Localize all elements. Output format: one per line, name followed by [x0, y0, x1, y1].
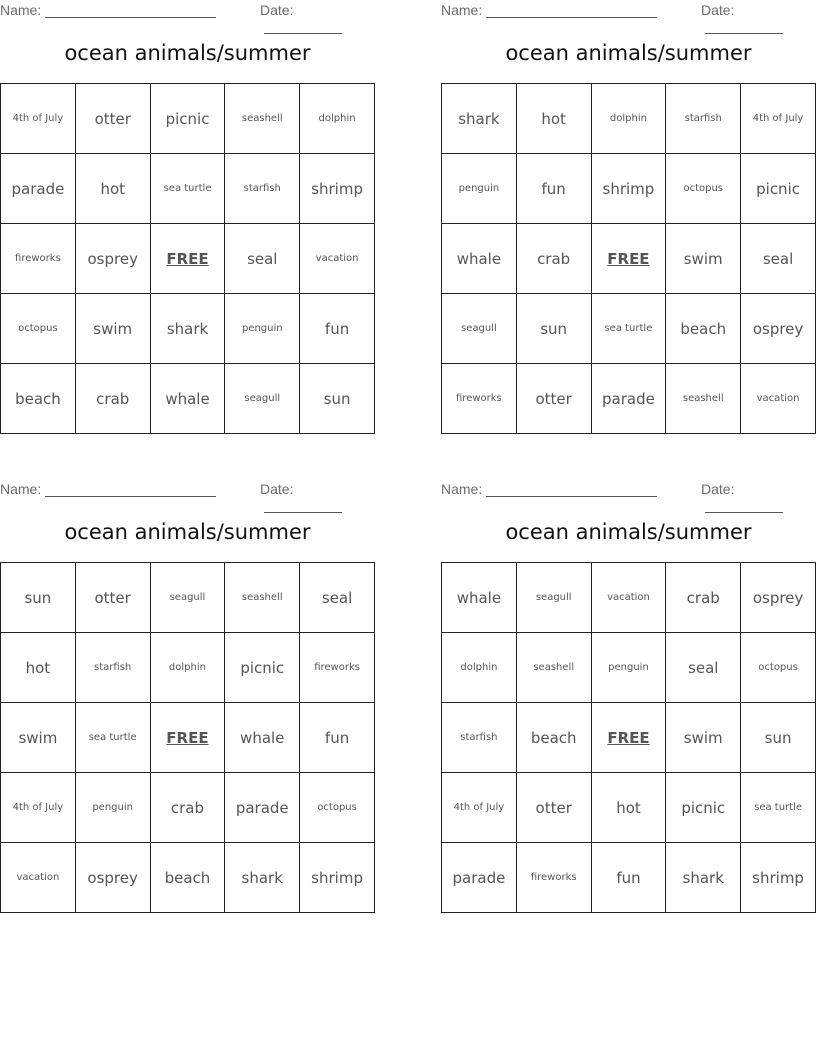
bingo-cell[interactable]: seashell: [516, 633, 591, 703]
bingo-cell[interactable]: vacation: [741, 364, 816, 434]
name-label: Name:: [0, 481, 42, 497]
bingo-cell[interactable]: 4th of July: [442, 773, 517, 843]
bingo-cell[interactable]: parade: [591, 364, 666, 434]
bingo-cell[interactable]: sun: [741, 703, 816, 773]
bingo-cell[interactable]: swim: [666, 224, 741, 294]
grid-row: [442, 843, 816, 913]
bingo-cell[interactable]: swim: [1, 703, 76, 773]
bingo-cell[interactable]: 4th of July: [1, 773, 76, 843]
bingo-cell[interactable]: beach: [150, 843, 225, 913]
grid-row: [1, 154, 375, 224]
bingo-cell[interactable]: hot: [1, 633, 76, 703]
free-space[interactable]: FREE: [591, 703, 666, 773]
bingo-grid: [0, 83, 375, 434]
date-blank[interactable]: [705, 21, 783, 34]
bingo-cell[interactable]: shrimp: [591, 154, 666, 224]
bingo-cell[interactable]: seal: [225, 224, 300, 294]
bingo-cell[interactable]: whale: [442, 563, 517, 633]
grid-row: [442, 633, 816, 703]
bingo-cell[interactable]: dolphin: [150, 633, 225, 703]
bingo-cell[interactable]: crab: [666, 563, 741, 633]
bingo-cell[interactable]: seagull: [516, 563, 591, 633]
bingo-cell[interactable]: whale: [225, 703, 300, 773]
grid-row: [442, 294, 816, 364]
bingo-cell[interactable]: swim: [666, 703, 741, 773]
bingo-cell[interactable]: beach: [516, 703, 591, 773]
bingo-cell[interactable]: seagull: [150, 563, 225, 633]
bingo-cell[interactable]: whale: [442, 224, 517, 294]
bingo-cell[interactable]: picnic: [150, 84, 225, 154]
bingo-cell[interactable]: crab: [150, 773, 225, 843]
bingo-cell[interactable]: shark: [666, 843, 741, 913]
bingo-cell[interactable]: seagull: [442, 294, 517, 364]
name-label: Name:: [441, 481, 483, 497]
grid-row: [442, 364, 816, 434]
bingo-cell[interactable]: crab: [75, 364, 150, 434]
grid-row: [442, 84, 816, 154]
bingo-cell[interactable]: parade: [225, 773, 300, 843]
bingo-cell[interactable]: seashell: [225, 84, 300, 154]
bingo-cell[interactable]: penguin: [225, 294, 300, 364]
bingo-cell[interactable]: whale: [150, 364, 225, 434]
bingo-cell[interactable]: swim: [75, 294, 150, 364]
name-date-bar: [441, 479, 816, 501]
bingo-cell[interactable]: dolphin: [442, 633, 517, 703]
bingo-cell[interactable]: shark: [150, 294, 225, 364]
bingo-cell[interactable]: 4th of July: [1, 84, 76, 154]
bingo-cell[interactable]: sea turtle: [741, 773, 816, 843]
name-blank[interactable]: [486, 5, 657, 18]
bingo-cell[interactable]: sea turtle: [75, 703, 150, 773]
bingo-cell[interactable]: penguin: [591, 633, 666, 703]
bingo-cell[interactable]: beach: [666, 294, 741, 364]
bingo-cell[interactable]: starfish: [666, 84, 741, 154]
bingo-cell[interactable]: fireworks: [300, 633, 375, 703]
bingo-cell[interactable]: sea turtle: [150, 154, 225, 224]
date-label: Date:: [701, 481, 735, 497]
bingo-cell[interactable]: otter: [75, 563, 150, 633]
bingo-cell[interactable]: shrimp: [741, 843, 816, 913]
free-space[interactable]: FREE: [150, 703, 225, 773]
bingo-cell[interactable]: seal: [300, 563, 375, 633]
bingo-cell[interactable]: otter: [75, 84, 150, 154]
bingo-cell[interactable]: seal: [741, 224, 816, 294]
grid-row: [442, 154, 816, 224]
date-blank[interactable]: [705, 500, 783, 513]
bingo-cell[interactable]: picnic: [666, 773, 741, 843]
bingo-cell[interactable]: osprey: [75, 843, 150, 913]
bingo-cell[interactable]: sun: [1, 563, 76, 633]
bingo-cell[interactable]: fun: [591, 843, 666, 913]
bingo-cell[interactable]: vacation: [1, 843, 76, 913]
grid-row: [442, 773, 816, 843]
bingo-grid: [441, 562, 816, 913]
bingo-cell[interactable]: seashell: [225, 563, 300, 633]
card-title: ocean animals/summer: [505, 41, 752, 65]
name-label: Name:: [0, 2, 42, 18]
name-date-bar: [0, 479, 375, 501]
bingo-grid: [441, 83, 816, 434]
grid-row: [1, 703, 375, 773]
bingo-cell[interactable]: penguin: [442, 154, 517, 224]
name-blank[interactable]: [45, 484, 216, 497]
grid-row: [1, 773, 375, 843]
date-label: Date:: [701, 2, 735, 18]
bingo-cell[interactable]: parade: [442, 843, 517, 913]
grid-row: [1, 633, 375, 703]
bingo-cell[interactable]: seagull: [225, 364, 300, 434]
free-space[interactable]: FREE: [591, 224, 666, 294]
bingo-cell[interactable]: osprey: [741, 294, 816, 364]
grid-row: [1, 843, 375, 913]
name-date-bar: [441, 0, 816, 22]
bingo-cell[interactable]: octopus: [666, 154, 741, 224]
grid-row: [442, 224, 816, 294]
bingo-cell[interactable]: shrimp: [300, 843, 375, 913]
bingo-cell[interactable]: starfish: [442, 703, 517, 773]
bingo-cell[interactable]: fun: [300, 703, 375, 773]
bingo-cell[interactable]: fireworks: [1, 224, 76, 294]
name-date-bar: [0, 0, 375, 22]
bingo-cell[interactable]: fun: [516, 154, 591, 224]
bingo-cell[interactable]: parade: [1, 154, 76, 224]
bingo-cell[interactable]: beach: [1, 364, 76, 434]
grid-row: [1, 294, 375, 364]
bingo-cell[interactable]: hot: [591, 773, 666, 843]
bingo-cell[interactable]: otter: [516, 364, 591, 434]
bingo-cell[interactable]: shark: [442, 84, 517, 154]
date-blank[interactable]: [264, 21, 342, 34]
card-title: ocean animals/summer: [64, 41, 311, 65]
grid-row: [1, 224, 375, 294]
bingo-cell[interactable]: penguin: [75, 773, 150, 843]
free-space[interactable]: FREE: [150, 224, 225, 294]
bingo-cell[interactable]: octopus: [1, 294, 76, 364]
name-blank[interactable]: [486, 484, 657, 497]
name-label: Name:: [441, 2, 483, 18]
bingo-cell[interactable]: 4th of July: [741, 84, 816, 154]
bingo-cell[interactable]: crab: [516, 224, 591, 294]
bingo-cell[interactable]: octopus: [741, 633, 816, 703]
bingo-cell[interactable]: octopus: [300, 773, 375, 843]
grid-row: [1, 364, 375, 434]
bingo-cell[interactable]: sun: [516, 294, 591, 364]
bingo-cell[interactable]: vacation: [300, 224, 375, 294]
bingo-cell[interactable]: hot: [75, 154, 150, 224]
bingo-cell[interactable]: fireworks: [442, 364, 517, 434]
bingo-cell[interactable]: dolphin: [591, 84, 666, 154]
bingo-cell[interactable]: fireworks: [516, 843, 591, 913]
bingo-cell[interactable]: shark: [225, 843, 300, 913]
bingo-cell[interactable]: otter: [516, 773, 591, 843]
grid-row: [442, 703, 816, 773]
bingo-cell[interactable]: fun: [300, 294, 375, 364]
bingo-cell[interactable]: seashell: [666, 364, 741, 434]
card-title: ocean animals/summer: [505, 520, 752, 544]
bingo-cell[interactable]: starfish: [75, 633, 150, 703]
bingo-cell[interactable]: starfish: [225, 154, 300, 224]
bingo-cell[interactable]: seal: [666, 633, 741, 703]
date-label: Date:: [260, 481, 294, 497]
date-blank[interactable]: [264, 500, 342, 513]
bingo-cell[interactable]: hot: [516, 84, 591, 154]
grid-row: [1, 563, 375, 633]
bingo-cell[interactable]: picnic: [225, 633, 300, 703]
bingo-cell[interactable]: osprey: [741, 563, 816, 633]
bingo-cell[interactable]: sun: [300, 364, 375, 434]
bingo-cell[interactable]: sea turtle: [591, 294, 666, 364]
bingo-grid: [0, 562, 375, 913]
bingo-cell[interactable]: vacation: [591, 563, 666, 633]
bingo-cell[interactable]: dolphin: [300, 84, 375, 154]
bingo-cell[interactable]: osprey: [75, 224, 150, 294]
bingo-cell[interactable]: picnic: [741, 154, 816, 224]
card-title: ocean animals/summer: [64, 520, 311, 544]
name-blank[interactable]: [45, 5, 216, 18]
grid-row: [442, 563, 816, 633]
grid-row: [1, 84, 375, 154]
date-label: Date:: [260, 2, 294, 18]
bingo-cell[interactable]: shrimp: [300, 154, 375, 224]
